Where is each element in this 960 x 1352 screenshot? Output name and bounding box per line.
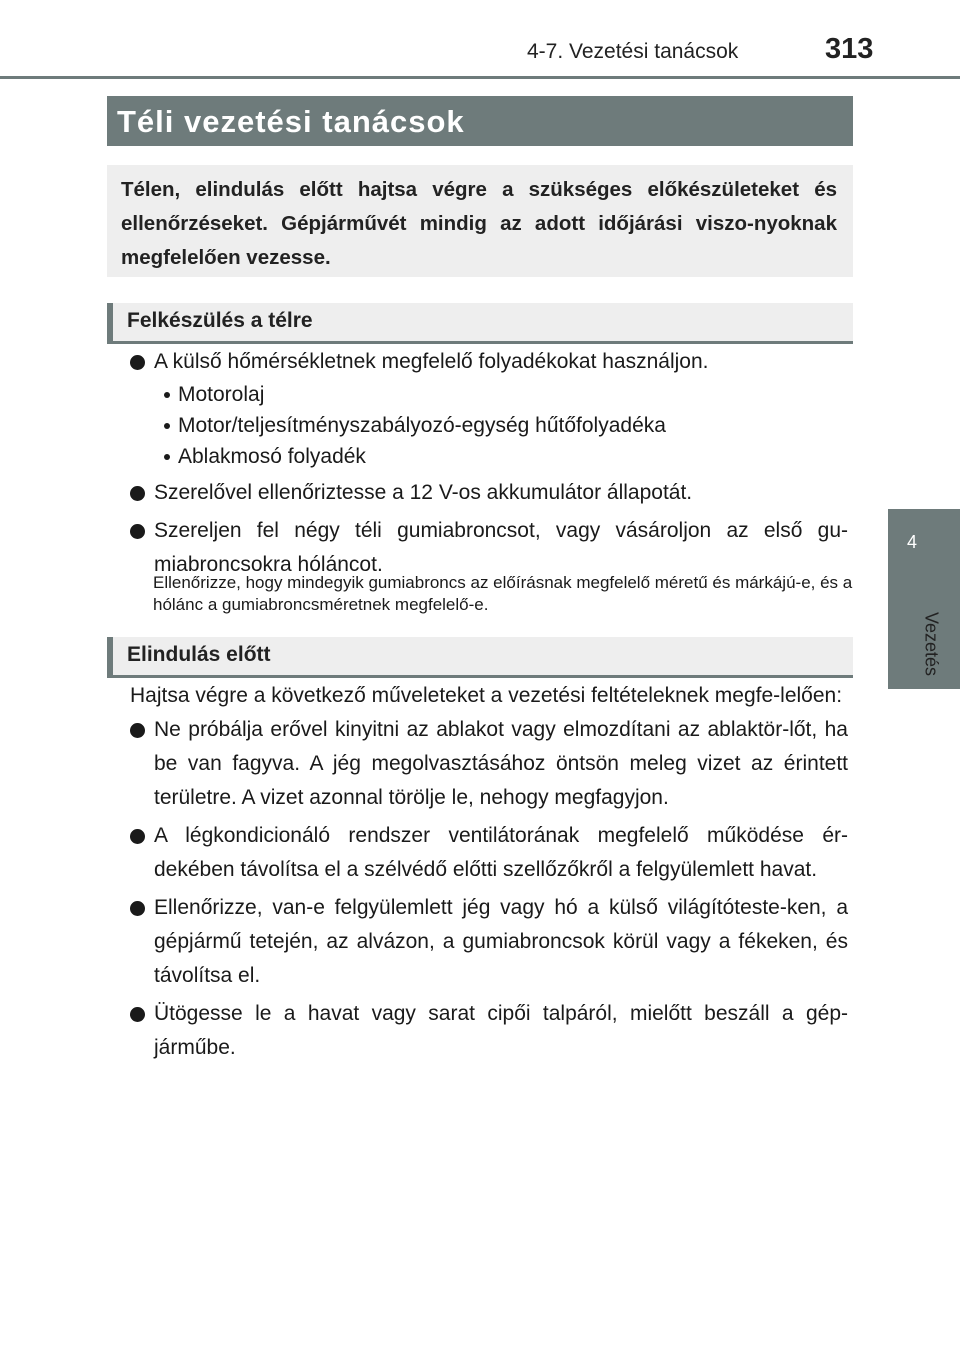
bullet-icon bbox=[130, 1007, 145, 1022]
page-number: 313 bbox=[825, 33, 874, 65]
bullet-icon bbox=[130, 524, 145, 539]
sub-list-item-text: Motor/teljesítményszabályozó-egység hűtőfolyadéka bbox=[178, 414, 666, 437]
small-bullet-icon bbox=[164, 454, 170, 460]
list-item bbox=[130, 819, 848, 887]
list-item-text: Ne próbálja erővel kinyitni az ablakot vagy elmozdítani az ablaktör-lőt, ha be van fagyva. A jég megolvasztásához öntsön meleg vizet az érintett területre. A vizet azonnal törölje le, nehogy megfagyjon. bbox=[154, 718, 848, 809]
before-start-content bbox=[130, 679, 848, 1065]
list-item bbox=[130, 713, 848, 815]
small-bullet-icon bbox=[164, 423, 170, 429]
section-heading-text: Elindulás előtt bbox=[127, 643, 271, 666]
list-item bbox=[130, 891, 848, 993]
list-item-text: Szereljen fel négy téli gumiabroncsot, vagy vásároljon az első gu-miabroncsokra hóláncot. bbox=[154, 519, 848, 576]
list-item-text: A légkondicionáló rendszer ventilátorának megfelelő működése ér-dekében távolítsa el a szélvédő előtti szellőzőkről a felgyülemlett havat. bbox=[154, 824, 848, 881]
intro-box bbox=[107, 165, 853, 277]
list-item-text: Ütögesse le a havat vagy sarat cipői talpáról, mielőtt beszáll a gép-járműbe. bbox=[154, 1002, 848, 1059]
list-item-text: Ellenőrizze, van-e felgyülemlett jég vagy hó a külső világítóteste-ken, a gépjármű tetején, az alvázon, a gumiabroncsok körül vagy a fékeken, és távolítsa el. bbox=[154, 896, 848, 987]
section-title: 4-7. Vezetési tanácsok bbox=[527, 40, 739, 63]
section-heading-before-start bbox=[107, 637, 853, 678]
bullet-icon bbox=[130, 723, 145, 738]
list-item-text: A külső hőmérsékletnek megfelelő folyadékokat használjon. bbox=[154, 350, 709, 373]
bullet-icon bbox=[130, 901, 145, 916]
sub-list-item bbox=[130, 410, 848, 441]
bullet-icon bbox=[130, 829, 145, 844]
header-rule bbox=[0, 76, 960, 79]
list-item bbox=[130, 476, 848, 510]
sub-list-item-text: Motorolaj bbox=[178, 383, 265, 406]
tire-note: Ellenőrizze, hogy mindegyik gumiabroncs az előírásnak megfelelő méretű és márkájú-e, és a hólánc a gumiabroncsméretnek megfelelő-e. bbox=[153, 573, 853, 614]
chapter-label-text: Vezetés bbox=[921, 611, 942, 677]
list-item-text: Szerelővel ellenőriztesse a 12 V-os akkumulátor állapotát. bbox=[154, 481, 693, 504]
section-heading-text: Felkészülés a télre bbox=[127, 309, 313, 332]
small-bullet-icon bbox=[164, 392, 170, 398]
preparation-list bbox=[130, 345, 848, 582]
list-item bbox=[130, 997, 848, 1065]
section-intro: Hajtsa végre a következő műveleteket a vezetési feltételeknek megfe-lelően: bbox=[130, 684, 843, 707]
page-title: Téli vezetési tanácsok bbox=[117, 104, 465, 139]
sub-list-item-text: Ablakmosó folyadék bbox=[178, 445, 366, 468]
chapter-number: 4 bbox=[906, 532, 917, 552]
bullet-icon bbox=[130, 486, 145, 501]
list-item bbox=[130, 345, 848, 379]
bullet-icon bbox=[130, 355, 145, 370]
sub-list-item bbox=[130, 379, 848, 410]
section-heading-preparation bbox=[107, 303, 853, 344]
title-bar bbox=[107, 96, 853, 146]
chapter-label bbox=[918, 604, 944, 684]
sub-list-item bbox=[130, 441, 848, 472]
intro-text: Télen, elindulás előtt hajtsa végre a szükséges előkészületeket és ellenőrzéseket. Gépjárművét mindig az adott időjárási viszo-nyoknak megfelelően vezesse. bbox=[121, 178, 837, 269]
